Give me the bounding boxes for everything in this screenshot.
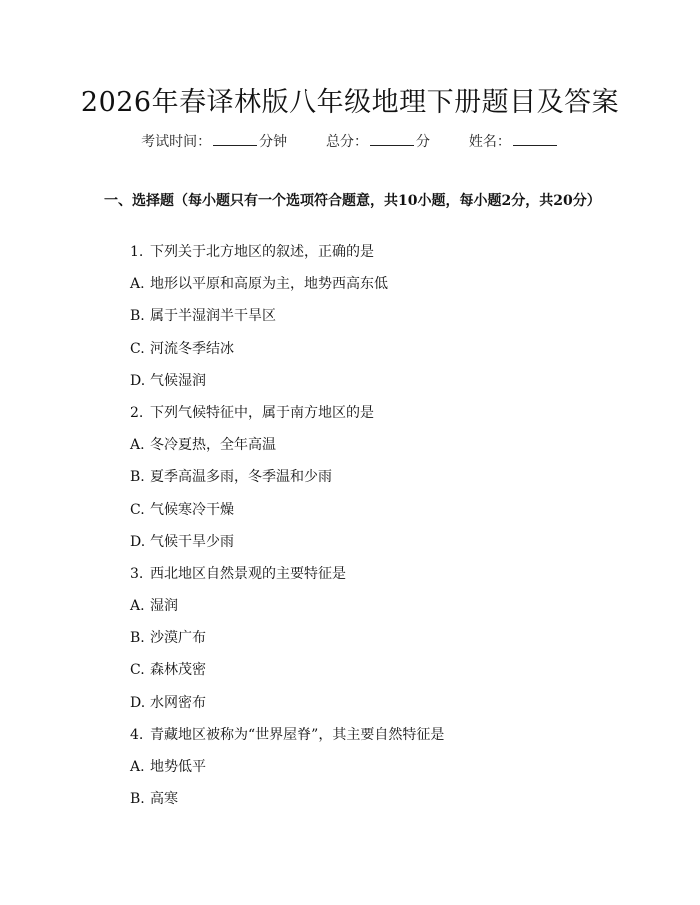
option-letter: A.	[130, 759, 145, 775]
question-text: 青藏地区被称为“世界屋脊”，其主要自然特征是	[150, 726, 445, 743]
option-text: 属于半湿润半干旱区	[150, 308, 276, 325]
score-unit: 分	[416, 134, 430, 150]
option-text: 气候湿润	[150, 372, 206, 389]
document-title: 2026年春译林版八年级地理下册题目及答案	[80, 87, 620, 118]
option-letter: D.	[130, 694, 146, 711]
score-label: 总分：	[326, 134, 368, 150]
option-line	[130, 435, 610, 467]
option-letter: A.	[130, 598, 145, 615]
option-letter: D.	[130, 372, 146, 389]
section-heading: 一、选择题（每小题只有一个选项符合题意，共10小题，每小题2分，共20分）	[104, 193, 601, 209]
question-line	[130, 564, 610, 596]
question-number: 1.	[130, 244, 144, 260]
question-number: 3.	[130, 565, 144, 582]
option-text: 水网密布	[150, 694, 206, 711]
option-text: 气候干旱少雨	[150, 533, 234, 550]
question-line	[130, 242, 610, 274]
option-line	[130, 693, 610, 725]
option-letter: C.	[130, 662, 145, 679]
question-line	[130, 403, 610, 435]
option-line	[130, 596, 610, 628]
option-text: 气候寒冷干燥	[150, 501, 234, 518]
option-letter: B.	[130, 630, 145, 647]
option-letter: C.	[130, 340, 145, 357]
option-text: 河流冬季结冰	[150, 340, 234, 357]
time-label: 考试时间：	[141, 134, 212, 150]
option-line	[130, 628, 610, 660]
option-text: 冬冷夏热，全年高温	[150, 437, 276, 454]
option-line	[130, 306, 610, 338]
option-letter: D.	[130, 533, 146, 550]
option-text: 地形以平原和高原为主，地势西高东低	[150, 276, 388, 293]
question-number: 4.	[130, 726, 144, 743]
question-number: 2.	[130, 404, 144, 421]
option-text: 夏季高温多雨，冬季温和少雨	[150, 469, 332, 486]
option-line	[130, 274, 610, 306]
time-blank	[213, 133, 257, 146]
option-letter: A.	[130, 276, 145, 293]
name-blank	[513, 133, 557, 146]
option-letter: A.	[130, 437, 145, 454]
exam-meta	[0, 131, 700, 151]
option-letter: B.	[130, 791, 145, 808]
option-letter: B.	[130, 469, 145, 486]
option-text: 湿润	[150, 598, 178, 615]
question-list	[130, 242, 610, 821]
option-line	[130, 371, 610, 403]
question-text: 下列关于北方地区的叙述，正确的是	[150, 244, 374, 260]
score-blank	[370, 133, 414, 146]
option-line	[130, 467, 610, 499]
option-line	[130, 339, 610, 371]
name-label: 姓名：	[468, 134, 511, 150]
option-text: 沙漠广布	[150, 630, 206, 647]
option-text: 森林茂密	[150, 662, 206, 679]
option-line	[130, 789, 610, 821]
option-text: 高寒	[150, 791, 178, 808]
option-letter: B.	[130, 308, 145, 325]
question-line	[130, 725, 610, 757]
option-line	[130, 660, 610, 692]
option-line	[130, 757, 610, 789]
option-line	[130, 500, 610, 532]
option-line	[130, 532, 610, 564]
question-text: 西北地区自然景观的主要特征是	[150, 565, 346, 582]
option-text: 地势低平	[150, 759, 206, 775]
question-text: 下列气候特征中，属于南方地区的是	[150, 404, 374, 421]
option-letter: C.	[130, 501, 145, 518]
time-unit: 分钟	[259, 134, 288, 150]
